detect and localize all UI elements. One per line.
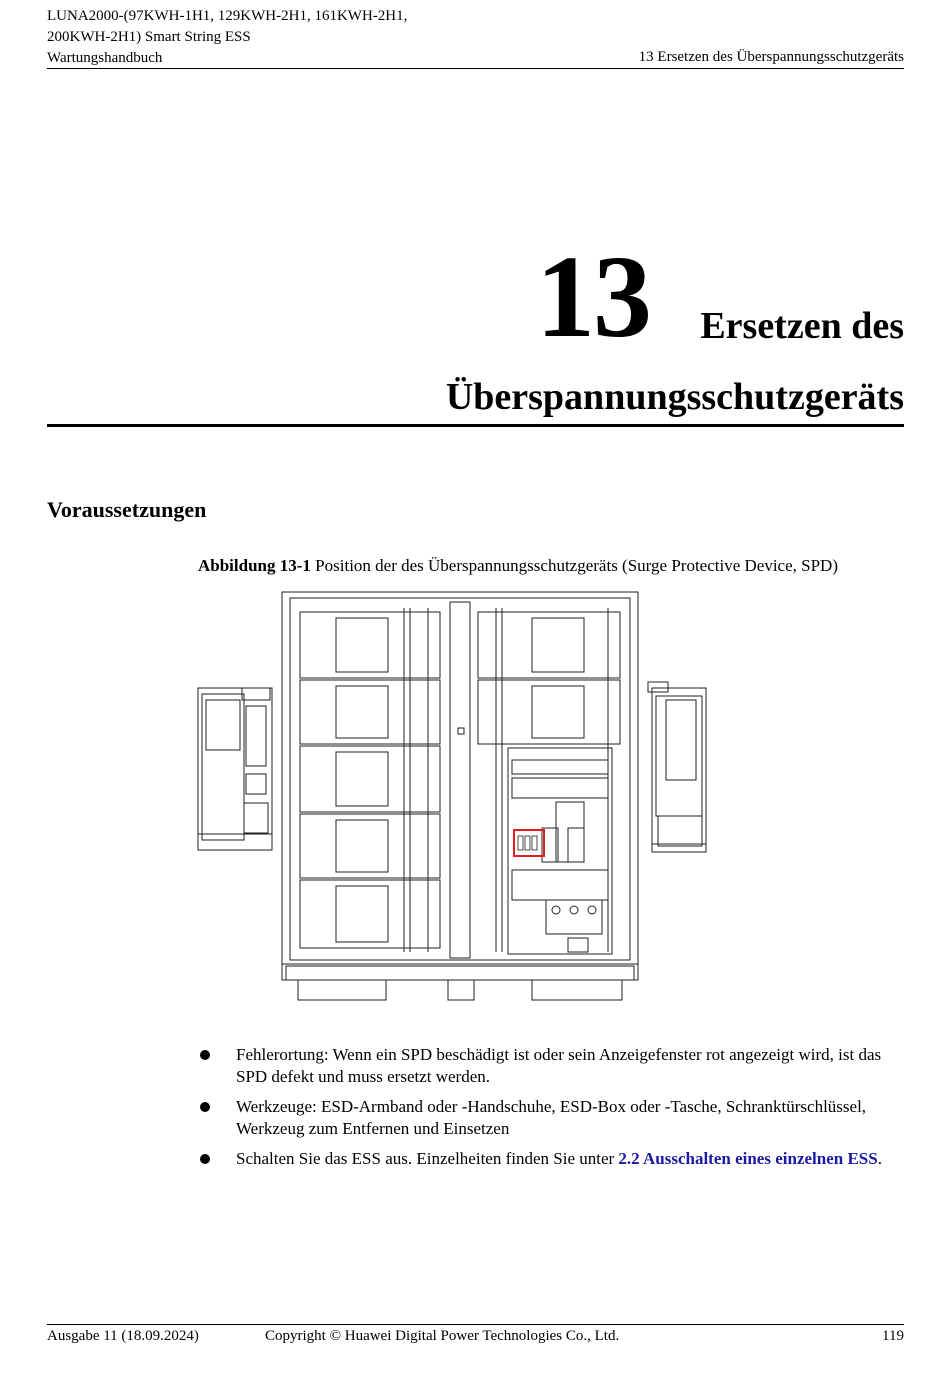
chapter-rule [47,424,904,427]
figure-caption-text: Position der des Überspannungsschutzgeräts (Surge Protective Device, SPD) [310,556,838,575]
list-item [198,1096,908,1140]
bullet-icon [200,1154,210,1164]
chapter-title-line1: Ersetzen des [700,305,904,347]
header-product-line2: 200KWH-2H1) Smart String ESS [47,29,251,45]
figure-label: Abbildung 13-1 [198,556,311,575]
header-doc-type: Wartungshandbuch [47,50,163,66]
section-title: Voraussetzungen [47,497,207,522]
header-chapter-ref: 13 Ersetzen des Überspannungsschutzgeräts [638,49,904,65]
list-item [198,1044,908,1088]
right-side-door [648,682,706,852]
footer-rule [47,1324,904,1325]
list-item [198,1148,908,1170]
bullet-icon [200,1102,210,1112]
bullet-text: Werkzeuge: ESD-Armband oder -Handschuhe, ESD-Box oder -Tasche, Schranktürschlüssel, Werkzeug zum Entfernen und Einsetzen [236,1097,867,1138]
chapter-title-line2: Überspannungsschutzgeräts [445,376,904,418]
control-compartment [508,748,612,954]
header-rule [47,68,904,69]
bullet-icon [200,1050,210,1060]
chapter-number: 13 [536,231,650,362]
shutdown-section-link[interactable]: 2.2 Ausschalten eines einzelnen ESS [618,1149,878,1168]
spd-module [514,830,544,856]
footer-issue: Ausgabe 11 (18.09.2024) [47,1328,199,1344]
bullet-text-end: . [877,1149,882,1168]
bullet-text: Schalten Sie das ESS aus. Einzelheiten finden Sie unter [236,1149,619,1168]
footer-copyright: Copyright © Huawei Digital Power Technologies Co., Ltd. [265,1328,620,1344]
prerequisite-list [198,1044,908,1178]
header-product-line1: LUNA2000-(97KWH-1H1, 129KWH-2H1, 161KWH-2H1, [47,8,408,24]
main-cabinet [282,592,638,1000]
ess-cabinet-figure [196,588,708,1010]
left-side-door [198,688,272,850]
bullet-text: Fehlerortung: Wenn ein SPD beschädigt ist oder sein Anzeigefenster rot angezeigt wird, ist das SPD defekt und muss ersetzt werden. [236,1045,882,1086]
header-product [47,6,567,69]
footer-page-number: 119 [882,1328,904,1344]
figure-caption [198,555,838,577]
left-battery-stack [300,608,440,952]
